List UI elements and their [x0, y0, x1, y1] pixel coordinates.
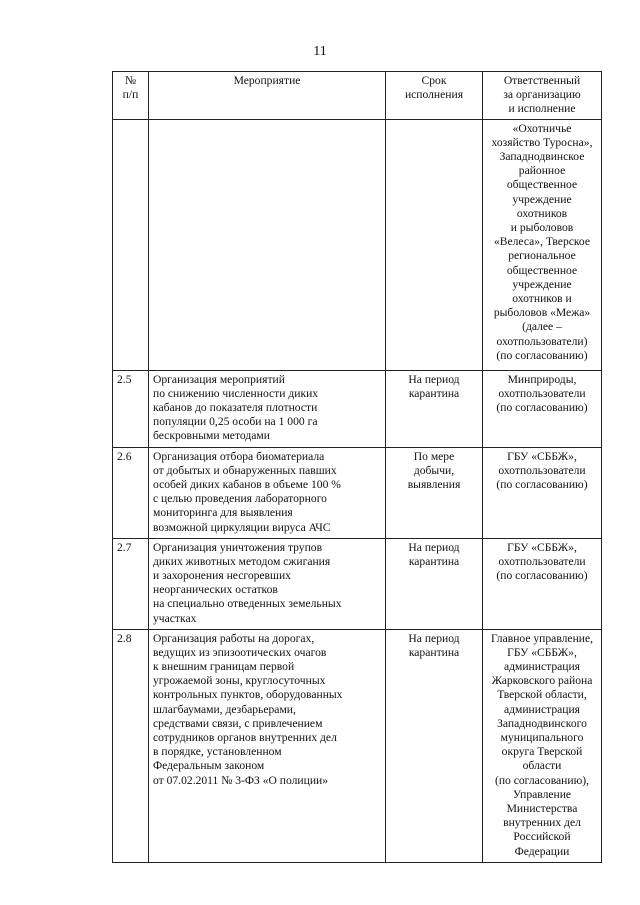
cell-term: На период карантина [386, 538, 483, 629]
table-row [113, 629, 602, 862]
cell-term: По мере добычи, выявления [386, 447, 483, 538]
table-row [113, 119, 602, 370]
cell-num [113, 119, 149, 370]
events-table [112, 71, 602, 863]
cell-event [149, 119, 386, 370]
cell-term: На период карантина [386, 629, 483, 862]
cell-num: 2.6 [113, 447, 149, 538]
header-term: Срок исполнения [386, 72, 483, 120]
cell-responsible: Минприроды, охотпользователи (по согласованию) [483, 370, 602, 447]
table-row [113, 447, 602, 538]
cell-responsible: «Охотничье хозяйство Туросна», Западнодвинское районное общественное учреждение охотников и рыболовов «Велеса», Тверское региональное общественное учреждение охотников и рыболовов «Межа» (далее – охотпользователи) (по согласованию) [483, 119, 602, 370]
table-row [113, 370, 602, 447]
page-number: 11 [313, 44, 327, 59]
cell-responsible: ГБУ «СББЖ», охотпользователи (по согласованию) [483, 447, 602, 538]
cell-term: На период карантина [386, 370, 483, 447]
cell-num: 2.5 [113, 370, 149, 447]
cell-term [386, 119, 483, 370]
header-num: № п/п [113, 72, 149, 120]
cell-event: Организация мероприятий по снижению численности диких кабанов до показателя плотности популяции 0,25 особи на 1 000 га бескровными методами [149, 370, 386, 447]
cell-responsible: Главное управление, ГБУ «СББЖ», администрация Жарковского района Тверской области, администрация Западнодвинского муниципального округа Тверской области (по согласованию), Управление Министерства внутренних дел Российской Федерации [483, 629, 602, 862]
cell-num: 2.7 [113, 538, 149, 629]
table-header-row [113, 72, 602, 120]
header-responsible: Ответственный за организацию и исполнение [483, 72, 602, 120]
table-row [113, 538, 602, 629]
cell-event: Организация уничтожения трупов диких животных методом сжигания и захоронения несгоревших неорганических остатков на специально отведенных земельных участках [149, 538, 386, 629]
cell-responsible: ГБУ «СББЖ», охотпользователи (по согласованию) [483, 538, 602, 629]
cell-num: 2.8 [113, 629, 149, 862]
header-event: Мероприятие [149, 72, 386, 120]
cell-event: Организация работы на дорогах, ведущих из эпизоотических очагов к внешним границам первой угрожаемой зоны, круглосуточных контрольных пунктов, оборудованных шлагбаумами, дезбарьерами, средствами связи, с привлечением сотрудников органов внутренних дел в порядке, установленном Федеральным законом от 07.02.2011 № 3-ФЗ «О полиции» [149, 629, 386, 862]
cell-event: Организация отбора биоматериала от добытых и обнаруженных павших особей диких кабанов в объеме 100 % с целью проведения лабораторного мониторинга для выявления возможной циркуляции вируса АЧС [149, 447, 386, 538]
